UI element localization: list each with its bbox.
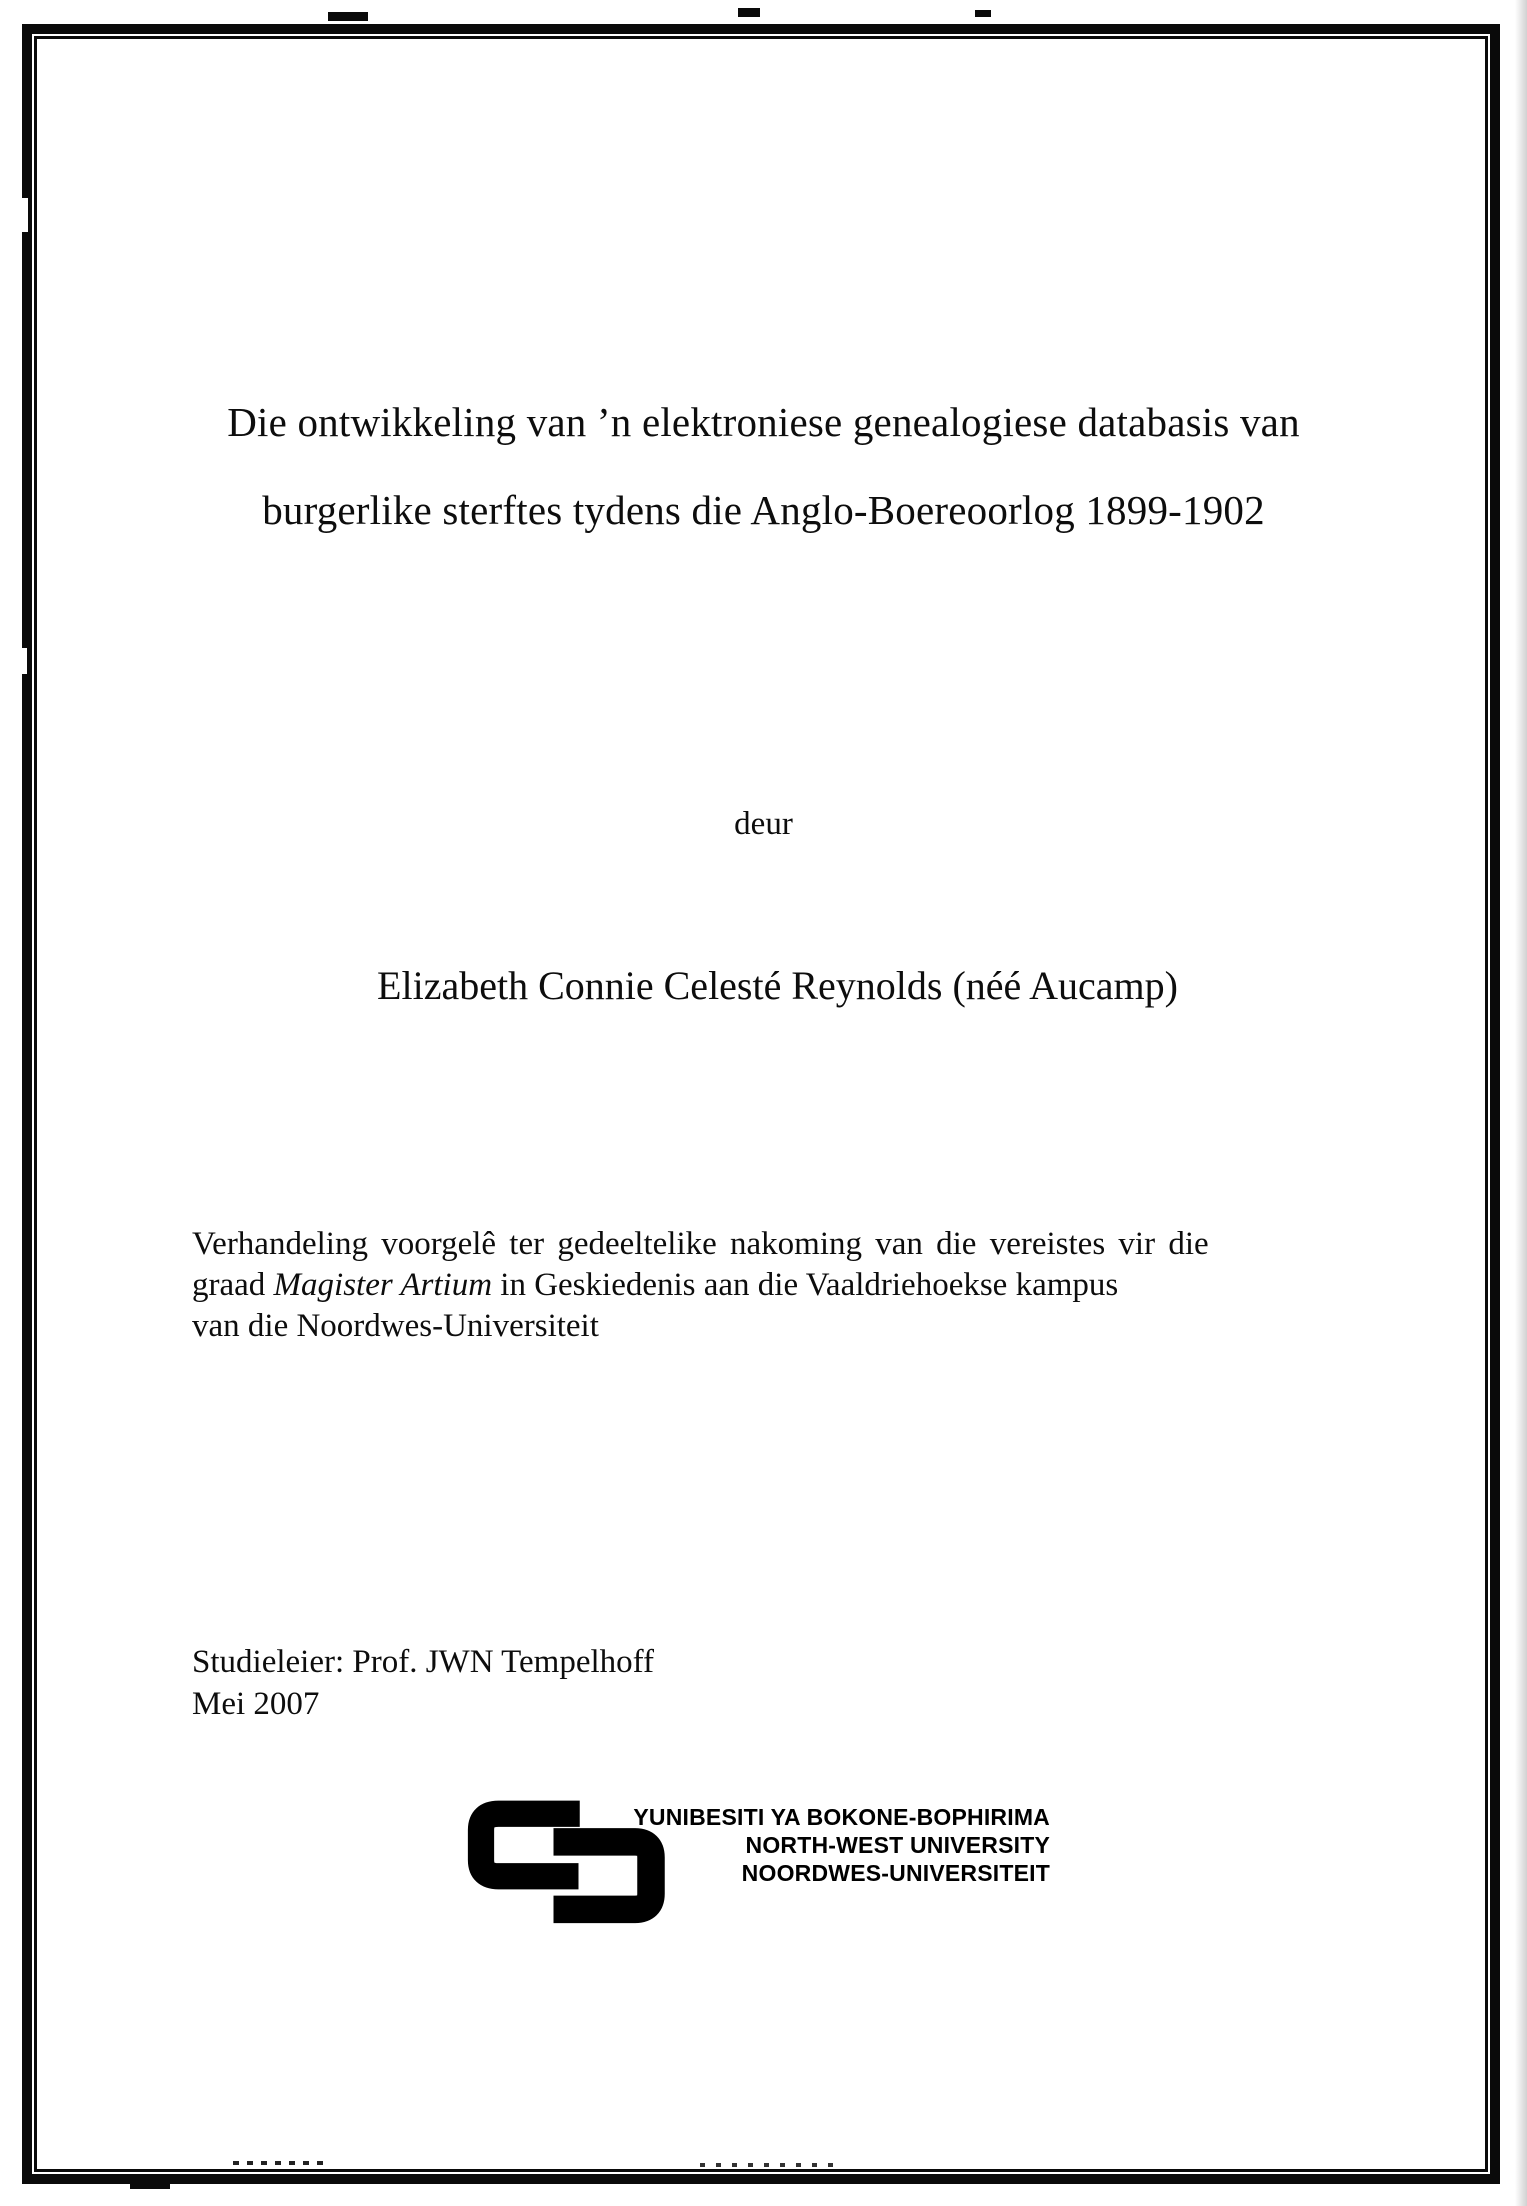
- statement-degree-name: Magister Artium: [273, 1267, 493, 1303]
- logo-line-setswana: YUNIBESITI YA BOKONE-BOPHIRIMA: [633, 1804, 1050, 1830]
- date-line: Mei 2007: [192, 1686, 320, 1722]
- scan-artifact: [700, 2163, 840, 2167]
- statement-line-2-prefix: graad: [192, 1267, 274, 1303]
- statement-line-2-suffix: in Geskiedenis aan die Vaaldriehoekse kampus: [492, 1267, 1119, 1303]
- degree-statement: [192, 1224, 1332, 1347]
- scan-artifact: [20, 648, 27, 674]
- scan-artifact: [738, 8, 760, 17]
- nwu-logo-wordmark: [584, 1803, 1050, 1887]
- scan-artifact: [130, 2184, 170, 2189]
- supervisor-block: [192, 1641, 654, 1725]
- logo-line-english: NORTH-WEST UNIVERSITY: [745, 1832, 1050, 1858]
- thesis-title: [0, 378, 1527, 554]
- logo-line-afrikaans: NOORDWES-UNIVERSITEIT: [741, 1860, 1050, 1886]
- statement-line-1: Verhandeling voorgelê ter gedeeltelike nakoming van die vereistes vir die: [192, 1226, 1209, 1262]
- scan-artifact: [20, 198, 28, 232]
- byline-deur: deur: [734, 806, 793, 842]
- title-line-2: burgerlike sterftes tydens die Anglo-Boereoorlog 1899-1902: [262, 487, 1265, 533]
- scan-artifact: [233, 2161, 323, 2165]
- author-name: Elizabeth Connie Celesté Reynolds (néé Aucamp): [377, 963, 1178, 1008]
- supervisor-line: Studieleier: Prof. JWN Tempelhoff: [192, 1644, 655, 1680]
- title-line-1: Die ontwikkeling van ’n elektroniese genealogiese databasis van: [227, 399, 1300, 445]
- statement-line-3: van die Noordwes-Universiteit: [192, 1308, 599, 1344]
- scan-artifact: [1515, 0, 1527, 2206]
- scan-artifact: [328, 12, 368, 21]
- scan-artifact: [975, 10, 991, 17]
- nwu-logo: [466, 1800, 1066, 1935]
